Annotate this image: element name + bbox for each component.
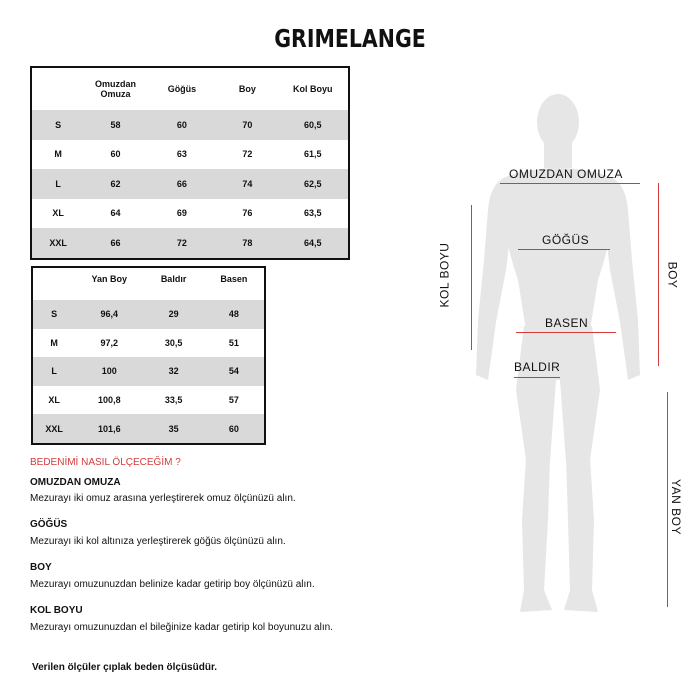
label-sleeve: KOL BOYU (437, 242, 452, 308)
size-cell: XL (52, 208, 64, 219)
value-cell: 30,5 (164, 337, 183, 348)
howto-term: OMUZDAN OMUZA (30, 477, 121, 488)
label-chest: GÖĞÜS (542, 233, 590, 247)
value-cell: 97,2 (100, 337, 119, 348)
thigh-line (514, 377, 560, 378)
value-cell: 58 (84, 110, 146, 140)
footer-note: Verilen ölçüler çıplak beden ölçüsüdür. (32, 662, 218, 673)
howto-term: GÖĞÜS (30, 519, 68, 530)
table-header-cell: Göğüs (167, 84, 197, 94)
table-header-cell (31, 67, 84, 110)
size-table-upper (30, 66, 350, 260)
value-cell: 63,5 (304, 208, 322, 219)
value-cell: 51 (228, 337, 239, 348)
howto-term: BOY (30, 562, 52, 573)
value-cell: 32 (143, 357, 203, 386)
table-header-cell: Baldır (160, 274, 187, 284)
size-cell: S (32, 300, 75, 329)
label-shoulder: OMUZDAN OMUZA (509, 167, 623, 181)
hip-line (516, 332, 616, 333)
table-header-cell (84, 67, 146, 110)
howto-desc: Mezurayı omuzunuzdan el bileğinize kadar getirip kol boyunuzu alın. (30, 622, 333, 633)
value-cell: 72 (147, 228, 217, 259)
value-cell: 48 (204, 300, 265, 329)
size-cell: L (32, 357, 75, 386)
value-cell: 66 (147, 169, 217, 199)
value-cell: 78 (217, 228, 277, 259)
value-cell: 74 (217, 169, 277, 199)
howto-desc: Mezurayı iki kol altınıza yerleştirerek göğüs ölçünüzü alın. (30, 536, 286, 547)
table-row (31, 140, 349, 170)
value-cell: 35 (143, 414, 203, 444)
size-cell: XL (48, 395, 60, 406)
table-header-cell: Yan Boy (91, 274, 128, 284)
value-cell: 60 (147, 110, 217, 140)
value-cell: 60 (110, 149, 121, 160)
value-cell: 33,5 (164, 395, 183, 406)
table-row (32, 357, 265, 386)
value-cell: 29 (143, 300, 203, 329)
size-cell: M (54, 149, 62, 160)
value-cell: 100,8 (98, 395, 121, 406)
size-cell: L (31, 169, 84, 199)
value-cell: 100 (75, 357, 143, 386)
table-header-cell: Basen (220, 274, 248, 284)
value-cell: 62,5 (278, 169, 349, 199)
value-cell: 64,5 (278, 228, 349, 259)
table-row (32, 386, 265, 415)
size-table-lower (31, 266, 266, 445)
howto-desc: Mezurayı omuzunuzdan belinize kadar getirip boy ölçünüzü alın. (30, 579, 315, 590)
length-line (658, 183, 659, 366)
value-cell: 60,5 (278, 110, 349, 140)
value-cell: 60 (204, 414, 265, 444)
table-header-cell: Kol Boyu (293, 84, 333, 94)
header-shoulder-line1: Omuzdan (95, 79, 137, 89)
label-hip: BASEN (545, 316, 589, 330)
table-header-row (31, 67, 349, 110)
value-cell: 96,4 (75, 300, 143, 329)
howto-title: BEDENİMİ NASIL ÖLÇECEĞİM ? (30, 457, 181, 468)
table-row (32, 414, 265, 444)
table-row (31, 169, 349, 199)
size-cell: XXL (31, 228, 84, 259)
label-length: BOY (665, 261, 680, 289)
shoulder-line (500, 183, 640, 184)
table-row (31, 110, 349, 140)
value-cell: 62 (84, 169, 146, 199)
size-cell: S (31, 110, 84, 140)
table-row (32, 300, 265, 329)
value-cell: 66 (84, 228, 146, 259)
value-cell: 64 (110, 208, 121, 219)
label-side-length: YAN BOY (668, 479, 683, 535)
header-shoulder-line2: Omuza (100, 89, 131, 99)
value-cell: 70 (217, 110, 277, 140)
value-cell: 57 (228, 395, 239, 406)
howto-term: KOL BOYU (30, 605, 83, 616)
sleeve-line (471, 205, 472, 350)
value-cell: 101,6 (75, 414, 143, 444)
chest-line (518, 249, 610, 250)
value-cell: 61,5 (304, 149, 322, 160)
size-cell: XXL (32, 414, 75, 444)
size-cell: M (50, 337, 58, 348)
value-cell: 69 (176, 208, 187, 219)
table-row (31, 199, 349, 229)
howto-desc: Mezurayı iki omuz arasına yerleştirerek omuz ölçünüzü alın. (30, 493, 296, 504)
table-row (32, 329, 265, 358)
value-cell: 63 (176, 149, 187, 160)
value-cell: 72 (242, 149, 253, 160)
value-cell: 54 (204, 357, 265, 386)
value-cell: 76 (242, 208, 253, 219)
table-header-row (32, 267, 265, 300)
label-thigh: BALDIR (514, 360, 561, 374)
side-length-line (667, 392, 668, 607)
table-header-cell (32, 267, 75, 300)
table-header-cell: Boy (238, 84, 256, 94)
brand-title: GRIMELANGE (274, 24, 426, 53)
table-row (31, 228, 349, 259)
